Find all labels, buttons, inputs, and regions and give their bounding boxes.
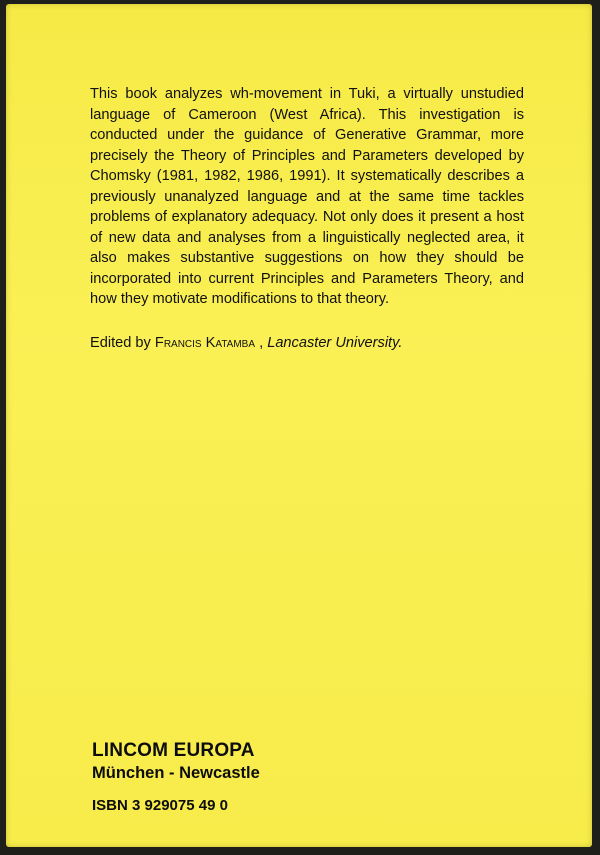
editor-affiliation: Lancaster University. [267,335,403,351]
publisher-cities: München - Newcastle [92,764,260,782]
isbn: ISBN 3 929075 49 0 [92,797,228,814]
editor-prefix: Edited by [90,335,155,351]
editor-credit [90,333,550,353]
publisher-name: LINCOM EUROPA [92,740,255,761]
back-cover [6,4,592,847]
editor-name: Francis Katamba [154,335,256,351]
editor-separator: , [255,335,268,351]
publisher-block [92,740,260,816]
book-description: This book analyzes wh-movement in Tuki, a virtually unstudied language of Cameroon (West Africa). This investigation is conducted under the guidance of Generative Grammar, more precisely the Theory of Principles and Parameters developed by Chomsky (1981, 1982, 1986, 1991). It systematically describes a previously unanalyzed language and at the same time tackles problems of explanatory adequacy. Not only does it present a host of new data and analyses from a linguistically neglected area, it also makes substantive suggestions on how they should be incorporated into current Principles and Parameters Theory, and how they motivate modifications to that theory. [90,86,524,307]
